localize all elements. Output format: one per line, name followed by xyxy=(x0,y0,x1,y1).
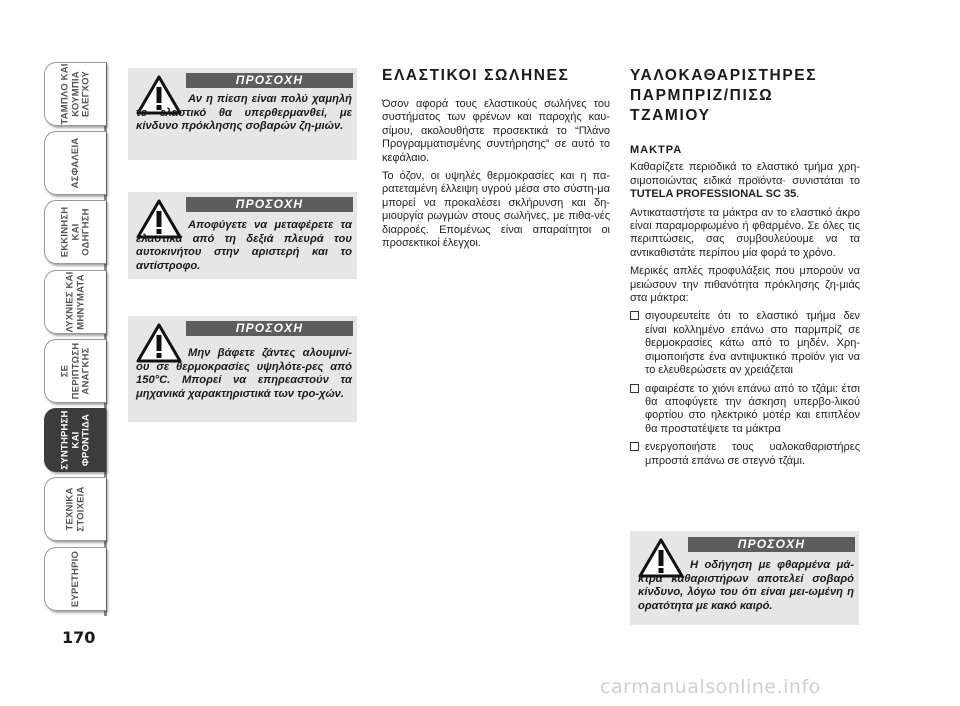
paragraph-text: Καθαρίζετε περιοδικά το ελαστικό τμήμα χρη-σιμοποιώντας ειδικά προϊόντα· συνιστάται το xyxy=(630,161,860,187)
watermark: carmanualsonline.info xyxy=(600,676,821,698)
list-item xyxy=(630,441,860,468)
tab-starting-driving[interactable] xyxy=(44,200,106,264)
paragraph: Όσον αφορά τους ελαστικούς σωλήνες του συστήματος των φρένων και παροχής καυ-σίμου, ακολουθήστε προσεκτικά το “Πλάνο Προγραμματισμένης συντήρησης” σε αυτό το κεφάλαιο. xyxy=(382,98,610,164)
paragraph: Το όζον, οι υψηλές θερμοκρασίες και η πα-ρατεταμένη έλλειψη υγρού μέσα στο σύστη-μα μπορεί να προκαλέσει σκλήρυνση και δη-μιουργία ρωγμών στους σωλήνες, με πιθα-νές διαρροές. Επομένως είναι απαραίτητοι οι προσεκτικοί έλεγχοι. xyxy=(382,170,610,250)
tab-technical-data[interactable] xyxy=(44,477,106,541)
tab-label: ΕΚΚΙΝΗΣΗ ΚΑΙ ΟΔΗΓΗΣΗ xyxy=(58,206,91,258)
list-item xyxy=(630,310,860,377)
warning-text: Η οδήγηση με φθαρμένα μά-κτρα καθαριστήρων αποτελεί σοβαρό κίνδυνο, λόγω του ότι είναι μει-ωμένη η ορατότητα με κακό καιρό. xyxy=(638,559,854,612)
tab-label: ΕΥΡΕΤΗΡΙΟ xyxy=(69,550,81,608)
product-name: TUTELA PROFESSIONAL SC 35 xyxy=(630,188,797,201)
warning-title: ΠΡΟΣΟΧΗ xyxy=(186,197,353,212)
subsection-title: ΜΑΚΤΡΑ xyxy=(630,144,683,156)
warning-title: ΠΡΟΣΟΧΗ xyxy=(688,537,855,552)
section-title-line: ΠΑΡΜΠΡΙΖ/ΠΙΣΩ xyxy=(630,87,774,104)
hoses-section xyxy=(382,66,610,255)
warning-text: Αποφύγετε να μεταφέρετε τα ελαστικά από τη δεξιά πλευρά του αυτοκινήτου στην αριστερή και το αντίστροφο. xyxy=(136,219,352,272)
warning-box xyxy=(128,316,357,422)
tab-warning-lights[interactable] xyxy=(44,270,106,334)
page-number: 170 xyxy=(62,628,96,647)
tab-label: ΣΥΝΤΗΡΗΣΗ ΚΑΙ ΦΡΟΝΤΙΔΑ xyxy=(58,410,91,470)
paragraph: Αντικαταστήστε τα μάκτρα αν το ελαστικό άκρο είναι παραμορφωμένο ή φθαρμένο. Σε όλες τις περιπτώσεις, σας συμβουλεύουμε να τα αντικαθιστάτε περίπου μία φορά το χρόνο. xyxy=(630,206,860,259)
tab-label: ΑΣΦΑΛΕΙΑ xyxy=(69,137,81,189)
tab-label: ΛΥΧΝΙΕΣ ΚΑΙ ΜΗΝΥΜΑΤΑ xyxy=(64,271,86,333)
tab-index[interactable] xyxy=(44,547,106,611)
tab-controls[interactable] xyxy=(44,62,106,126)
section-title: ΕΛΑΣΤΙΚΟΙ ΣΩΛΗΝΕΣ xyxy=(382,67,570,84)
warning-title: ΠΡΟΣΟΧΗ xyxy=(186,73,353,88)
warning-box xyxy=(128,192,357,279)
tab-label: ΤΑΜΠΛΟ ΚΑΙ ΚΟΥΜΠΙΑ ΕΛΕΓΧΟΥ xyxy=(58,63,91,125)
list-item-text: ενεργοποιήστε τους υαλοκαθαριστήρες μπροστά επάνω σε στεγνό τζάμι. xyxy=(645,441,860,467)
checkbox-bullet-icon xyxy=(630,384,639,393)
list-item-text: σιγουρευτείτε ότι το ελαστικό τμήμα δεν είναι κολλημένο επάνω στο παρμπρίζ σε θερμοκρασίες κάτω από το μηδέν. Χρη-σιμοποιήστε ένα αντιψυκτικό προϊόν για να το ελευθερώσετε αν χρειάζεται xyxy=(645,310,860,377)
paragraph-end: . xyxy=(796,188,800,201)
list-item-text: αφαιρέστε το χιόνι επάνω από το τζάμι: έτσι θα αποφύγετε την άσκηση υπερβο-λικού φορτίου στο ηλεκτρικό μοτέρ και επιπλέον θα προστατέψετε τα μάκτρα xyxy=(645,382,860,435)
paragraph xyxy=(630,161,860,201)
tab-label: ΣΕ ΠΕΡΙΠΤΩΣΗ ΑΝΑΓΚΗΣ xyxy=(58,342,91,400)
warning-text: Αν η πίεση είναι πολύ χαμηλή το ελαστικό θα υπερθερμανθεί, με κίνδυνο πρόκλησης σοβαρών ζη-μιών. xyxy=(136,93,352,133)
tab-label: ΤΕΧΝΙΚΑ ΣΤΟΙΧΕΙΑ xyxy=(64,486,86,532)
chapter-tabs xyxy=(44,62,106,617)
checkbox-bullet-icon xyxy=(630,311,639,320)
warning-text: Μην βάφετε ζάντες αλουμινί-ου σε θερμοκρασίες υψηλότε-ρες από 150°C. Μπορεί να επηρεαστούν τα μηχανικά χαρακτηριστικά των τρο-χών. xyxy=(136,347,352,400)
warning-box xyxy=(128,68,357,160)
tab-emergency[interactable] xyxy=(44,339,106,403)
list-item xyxy=(630,383,860,437)
section-title-line: ΥΑΛΟΚΑΘΑΡΙΣΤΗΡΕΣ xyxy=(630,67,818,84)
paragraph: Μερικές απλές προφυλάξεις που μπορούν να μειώσουν την πιθανότητα πρόκλησης ζη-μιάς στα μάκτρα: xyxy=(630,265,860,305)
warning-title: ΠΡΟΣΟΧΗ xyxy=(186,321,353,336)
wipers-section xyxy=(630,66,860,473)
checkbox-bullet-icon xyxy=(630,442,639,451)
tab-maintenance[interactable] xyxy=(44,408,106,472)
warning-box xyxy=(630,531,859,625)
tab-safety[interactable] xyxy=(44,131,106,195)
section-title-line: ΤΖΑΜΙΟΥ xyxy=(630,107,711,124)
